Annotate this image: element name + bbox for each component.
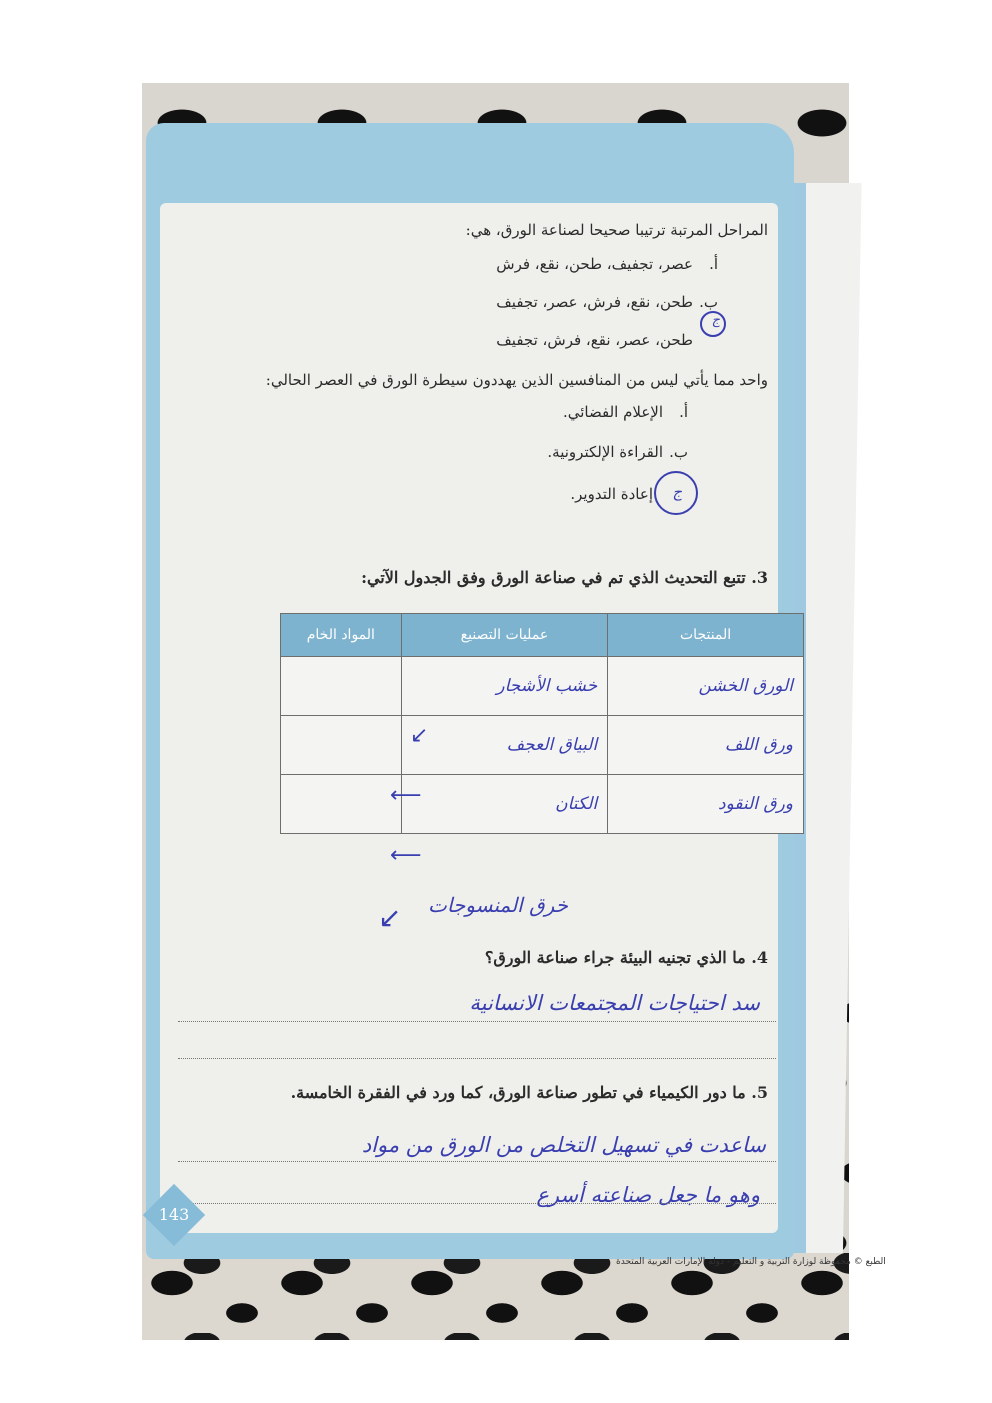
arrow-annotation: ↙ <box>378 901 402 934</box>
table-cell-raw <box>281 775 402 834</box>
answer-line <box>178 1021 776 1022</box>
q1-stem: المراحل المرتبة ترتيبا صحيحا لصناعة الورق، هي: <box>465 221 768 239</box>
table-row <box>281 657 804 716</box>
answer-line <box>178 1161 776 1162</box>
q3-stem: 3. تتبع التحديث الذي تم في صناعة الورق وفق الجدول الآتي: <box>361 568 768 587</box>
table-cell-product: ورق النقود <box>608 775 804 834</box>
table-header-row <box>281 614 804 657</box>
q2-option-a-label: أ. <box>679 403 688 421</box>
q1-option-c: طحن، عصر، نقع، فرش، تجفيف <box>496 331 693 349</box>
header-products: المنتجات <box>608 614 804 657</box>
header-processes: عمليات التصنيع <box>401 614 608 657</box>
q1-option-c-label: ج <box>711 313 720 328</box>
page-content <box>160 203 793 1233</box>
q3-handwritten-note: خرق المنسوجات <box>428 893 568 917</box>
q5-answer-line-2: وهو ما جعل صناعته أسرع <box>536 1183 760 1207</box>
table-cell-product: ورق اللف <box>608 716 804 775</box>
q2-option-a: الإعلام الفضائي. <box>562 403 663 421</box>
q2-option-c-label: ج <box>672 483 682 501</box>
arrow-annotation: ⟵ <box>390 783 422 808</box>
q5-answer-line-1: ساعدت في تسهيل التخلص من الورق من مواد <box>361 1133 766 1157</box>
q2-option-b-label: ب. <box>669 443 688 461</box>
table-cell-product: الورق الخشن <box>608 657 804 716</box>
table-cell-process: الكتان <box>401 775 608 834</box>
header-raw-materials: المواد الخام <box>281 614 402 657</box>
copyright-footer: الطبع © محفوظة لوزارة التربية و التعليم - دولة الإمارات العربية المتحدة <box>616 1257 886 1267</box>
arrow-annotation: ↙ <box>410 723 429 748</box>
table-cell-process: البياق العجف <box>401 716 608 775</box>
q4-answer: سد احتياجات المجتمعات الانسانية <box>469 991 760 1015</box>
q1-option-b: طحن، نقع، فرش، عصر، تجفيف <box>496 293 693 311</box>
table-row <box>281 716 804 775</box>
products-table <box>280 613 804 834</box>
q2-stem: واحد مما يأتي ليس من المنافسين الذين يهددون سيطرة الورق في العصر الحالي: <box>265 371 768 389</box>
workbook-page <box>146 123 886 1267</box>
answer-line <box>178 1203 776 1204</box>
q2-option-b: القراءة الإلكترونية. <box>547 443 663 461</box>
table-cell-process: خشب الأشجار <box>401 657 608 716</box>
q4-stem: 4. ما الذي تجنيه البيئة جراء صناعة الورق؟ <box>484 948 768 967</box>
q1-option-a: عصر، تجفيف، طحن، نقع، فرش <box>496 255 693 273</box>
arrow-annotation: ⟵ <box>390 843 422 868</box>
table-row <box>281 775 804 834</box>
answer-line <box>178 1058 776 1059</box>
table-cell-raw <box>281 657 402 716</box>
q1-option-a-label: أ. <box>709 255 718 273</box>
table-cell-raw <box>281 716 402 775</box>
q5-stem: 5. ما دور الكيمياء في تطور صناعة الورق، كما ورد في الفقرة الخامسة. <box>290 1083 768 1102</box>
q2-option-c: إعادة التدوير. <box>570 485 653 503</box>
page-number: 143 <box>158 1205 190 1224</box>
photo-frame <box>142 83 886 1340</box>
q1-option-b-label: ب. <box>699 293 718 311</box>
